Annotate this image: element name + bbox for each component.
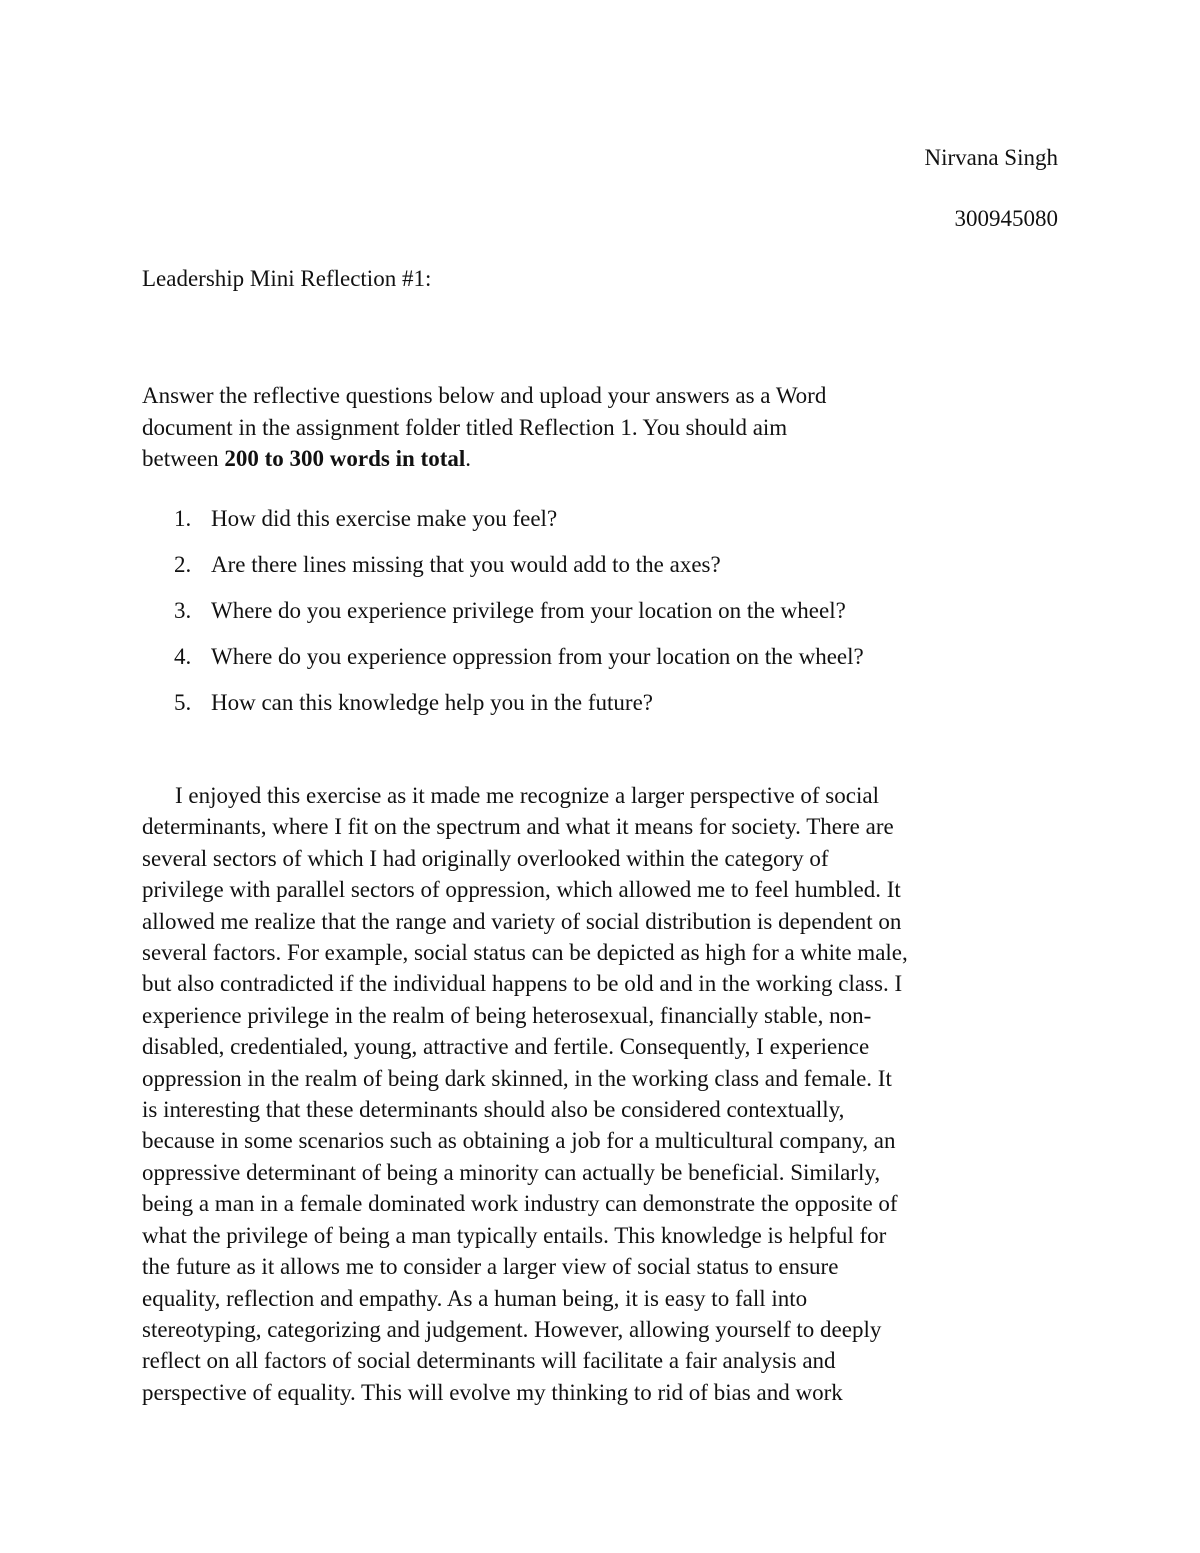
reflection-line: experience privilege in the realm of being heterosexual, financially stable, non- [142, 1002, 872, 1028]
question-number: 5. [174, 690, 192, 715]
instructions-paragraph [142, 380, 1042, 475]
question-number: 4. [174, 644, 192, 669]
instructions-line [142, 443, 1042, 475]
document-title: Leadership Mini Reflection #1: [142, 266, 432, 291]
reflection-line: because in some scenarios such as obtaining a job for a multicultural company, an [142, 1128, 896, 1154]
reflection-paragraph [142, 780, 1072, 1408]
reflection-line: what the privilege of being a man typically entails. This knowledge is helpful for [142, 1222, 887, 1248]
instructions-text: . [465, 446, 472, 471]
instructions-line: document in the assignment folder titled Reflection 1. You should aim [142, 414, 788, 440]
question-number: 1. [174, 506, 192, 531]
reflection-line: is interesting that these determinants should also be considered contextually, [142, 1097, 845, 1123]
question-number: 3. [174, 598, 192, 623]
question-list [142, 503, 1062, 733]
reflection-line: the future as it allows me to consider a larger view of social status to ensure [142, 1254, 839, 1280]
reflection-line: but also contradicted if the individual happens to be old and in the working class. I [142, 971, 903, 997]
question-text: How did this exercise make you feel? [211, 506, 558, 531]
instructions-line: Answer the reflective questions below and upload your answers as a Word [142, 383, 827, 408]
reflection-line: being a man in a female dominated work industry can demonstrate the opposite of [142, 1191, 898, 1217]
reflection-line: determinants, where I fit on the spectrum and what it means for society. There are [142, 814, 894, 840]
question-text: Where do you experience privilege from your location on the wheel? [211, 598, 846, 623]
word-count-requirement: 200 to 300 words in total [224, 446, 466, 471]
question-item [142, 503, 1062, 549]
reflection-line: reflect on all factors of social determinants will facilitate a fair analysis and [142, 1348, 836, 1374]
reflection-line: perspective of equality. This will evolve my thinking to rid of bias and work [142, 1379, 843, 1405]
author-name: Nirvana Singh [924, 145, 1058, 170]
question-item [142, 595, 1062, 641]
reflection-line: I enjoyed this exercise as it made me recognize a larger perspective of social [175, 783, 879, 808]
question-item [142, 549, 1062, 595]
reflection-line: oppressive determinant of being a minority can actually be beneficial. Similarly, [142, 1159, 881, 1185]
question-text: How can this knowledge help you in the future? [211, 690, 653, 715]
question-item [142, 641, 1062, 687]
question-text: Where do you experience oppression from your location on the wheel? [211, 644, 864, 669]
question-number: 2. [174, 552, 192, 577]
reflection-line: oppression in the realm of being dark skinned, in the working class and female. It [142, 1065, 892, 1091]
reflection-line: privilege with parallel sectors of oppression, which allowed me to feel humbled. It [142, 877, 901, 903]
instructions-text: between [142, 446, 225, 471]
reflection-line: several factors. For example, social status can be depicted as high for a white male, [142, 940, 908, 966]
question-text: Are there lines missing that you would add to the axes? [211, 552, 721, 577]
question-item [142, 687, 1062, 733]
reflection-line: stereotyping, categorizing and judgement. However, allowing yourself to deeply [142, 1316, 882, 1342]
student-id: 300945080 [954, 206, 1058, 231]
reflection-line: disabled, credentialed, young, attractive and fertile. Consequently, I experience [142, 1034, 870, 1060]
reflection-line: equality, reflection and empathy. As a human being, it is easy to fall into [142, 1285, 808, 1311]
reflection-line: several sectors of which I had originally overlooked within the category of [142, 845, 829, 871]
reflection-line: allowed me realize that the range and variety of social distribution is dependent on [142, 908, 902, 934]
